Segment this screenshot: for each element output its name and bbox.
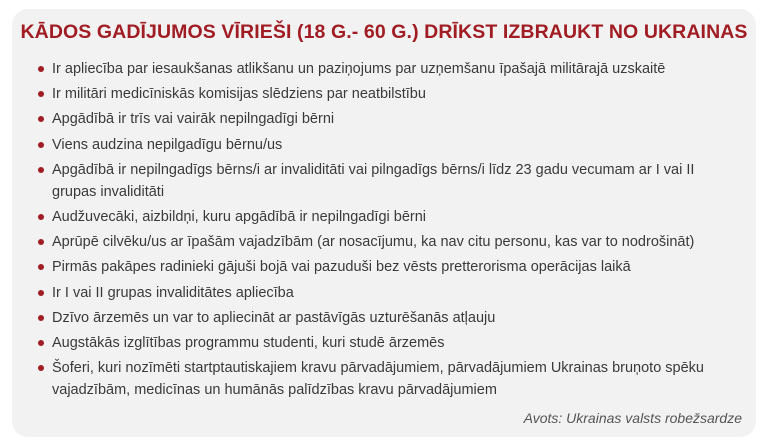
list-item (36, 256, 736, 278)
bullet-icon (38, 214, 44, 220)
list-item-text: Viens audzina nepilgadīgu bērnu/us (52, 136, 283, 153)
list-item (36, 282, 736, 304)
bullet-icon (38, 365, 44, 371)
page-title: KĀDOS GADĪJUMOS VĪRIEŠI (18 G.- 60 G.) DRĪKST IZBRAUKT NO UKRAINAS (20, 21, 748, 43)
source-credit: Avots: Ukrainas valsts robežsardze (523, 410, 742, 426)
list-item-text: Audžuvecāki, aizbildņi, kuru apgādībā ir nepilngadīgi bērni (52, 208, 427, 225)
list-item (36, 83, 736, 105)
list-item (36, 108, 736, 130)
list-item-text: Pirmās pakāpes radinieki gājuši bojā vai pazuduši bez vēsts pretterorisma operācijas laikā (52, 259, 631, 276)
bullet-icon (38, 116, 44, 122)
bullet-icon (38, 340, 44, 346)
list-item-text: Dzīvo ārzemēs un var to apliecināt ar pastāvīgās uzturēšanās atļauju (52, 309, 496, 326)
infographic-card (12, 9, 756, 437)
list-item-text: Ir I vai II grupas invaliditātes apliecība (52, 284, 294, 301)
bullet-icon (38, 315, 44, 321)
list-item (36, 206, 736, 228)
list-item-text: Šoferi, kuri nozīmēti startptautiskajiem kravu pārvadājumiem, pārvadājumiem Ukrainas bruņoto spēku vajadzībām, medicīnas un humānās palīdzības kravu pārvadājumiem (52, 360, 704, 399)
list-item (36, 159, 736, 203)
criteria-list (36, 58, 736, 404)
bullet-icon (38, 91, 44, 97)
bullet-icon (38, 142, 44, 148)
bullet-icon (38, 167, 44, 173)
bullet-icon (38, 239, 44, 245)
list-item-text: Apgādībā ir trīs vai vairāk nepilngadīgi bērni (52, 111, 335, 128)
bullet-icon (38, 264, 44, 270)
list-item-text: Ir apliecība par iesaukšanas atlikšanu un paziņojums par uzņemšanu īpašajā militārajā uzskaitē (52, 61, 666, 77)
list-item-text: Augstākās izglītības programmu studenti, kuri studē ārzemēs (52, 334, 445, 351)
list-item-text: Ir militāri medicīniskās komisijas slēdziens par neatbilstību (52, 86, 426, 103)
list-item (36, 332, 736, 354)
list-item (36, 357, 736, 401)
list-item (36, 134, 736, 156)
list-item-text: Aprūpē cilvēku/us ar īpašām vajadzībām (ar nosacījumu, ka nav citu personu, kas var to nodrošināt) (52, 234, 695, 251)
bullet-icon (38, 290, 44, 296)
list-item (36, 231, 736, 253)
list-item (36, 307, 736, 329)
bullet-icon (38, 66, 44, 72)
list-item (36, 58, 736, 80)
list-item-text: Apgādībā ir nepilngadīgs bērns/i ar invaliditāti vai pilngadīgs bērns/i līdz 23 gadu vecumam ar I vai II grupas invaliditāti (52, 161, 695, 200)
